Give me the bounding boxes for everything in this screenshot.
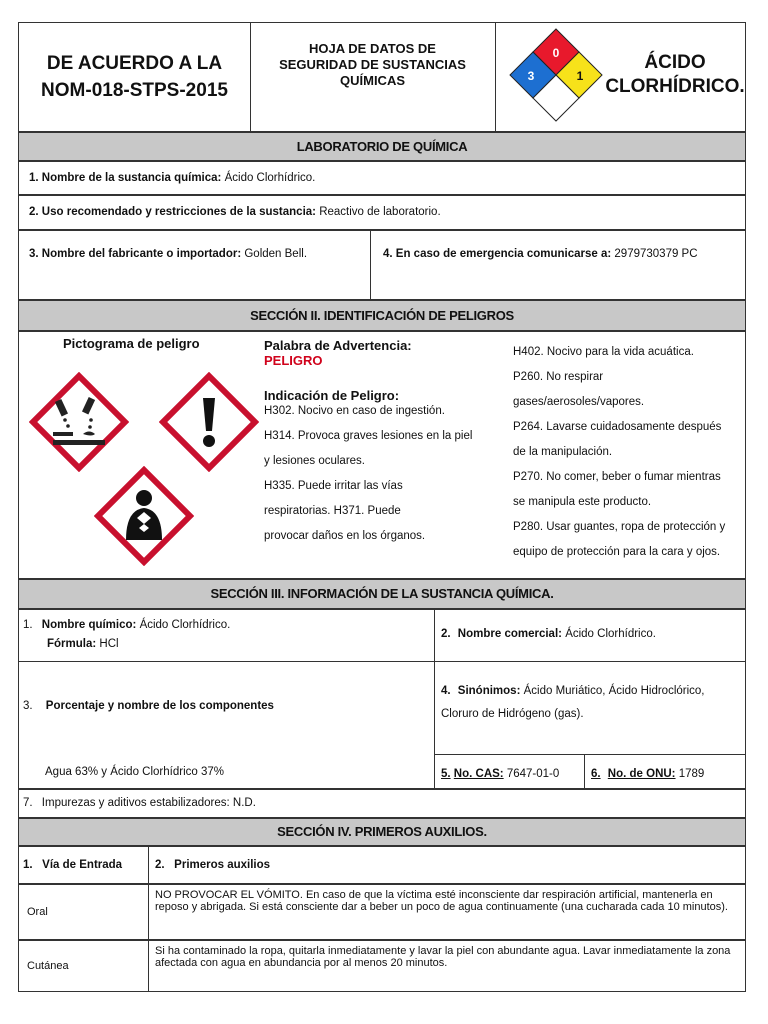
onu-value: 1789 (678, 768, 705, 780)
item2-num: 2. (29, 206, 39, 218)
impurities-num: 7. (23, 797, 33, 809)
precaution-line: se manipula este producto. (513, 496, 652, 508)
precaution-statements (513, 340, 747, 565)
precaution-line: H402. Nocivo para la vida acuática. (513, 346, 694, 358)
health-hazard-icon (94, 466, 194, 566)
nfpa-diamond-icon (507, 27, 605, 125)
components-cell (19, 662, 435, 788)
synonyms-cell (435, 662, 745, 755)
impurities-row (18, 789, 746, 818)
section-2-title: SECCIÓN II. IDENTIFICACIÓN DE PELIGROS (250, 308, 514, 323)
cas-label: No. CAS: (453, 768, 504, 780)
substance-name: ÁCIDO CLORHÍDRICO. (605, 52, 745, 97)
item4-num: 4. (383, 248, 393, 260)
header (18, 22, 746, 132)
onu-label: No. de ONU: (607, 768, 676, 780)
item2-label: Uso recomendado y restricciones de la sustancia: (41, 206, 316, 218)
first-aid-table-header (18, 846, 746, 884)
col-route-header: 1. Vía de Entrada (19, 847, 149, 883)
item4-label: En caso de emergencia comunicarse a: (395, 248, 612, 260)
nfpa-health: 3 (527, 69, 535, 83)
precaution-line: P280. Usar guantes, ropa de protección y (513, 521, 726, 533)
item3-label: Nombre del fabricante o importador: (41, 248, 242, 260)
trade-name-cell (435, 610, 745, 662)
substance-box (495, 23, 745, 131)
nfpa-reactivity: 1 (576, 69, 584, 83)
norm-text: DE ACUERDO A LA NOM-018-STPS-2015 (41, 53, 228, 101)
cas-num: 5. (441, 768, 451, 780)
components-value: Agua 63% y Ácido Clorhídrico 37% (45, 766, 224, 778)
first-aid-row (18, 940, 746, 992)
nfpa-flammability: 0 (552, 46, 560, 60)
section-4-header (18, 818, 746, 846)
trade-name-label: Nombre comercial: (457, 628, 562, 640)
route-cell: Cutánea (19, 941, 149, 991)
onu-num: 6. (591, 768, 601, 780)
first-aid-row (18, 884, 746, 940)
cas-value: 7647-01-0 (506, 768, 560, 780)
item4-value: 2979730379 PC (614, 248, 698, 260)
item2-value: Reactivo de laboratorio. (319, 206, 441, 218)
trade-name-value: Ácido Clorhídrico. (565, 628, 656, 640)
precaution-line: gases/aerosoles/vapores. (513, 396, 645, 408)
synonyms-num: 4. (441, 685, 451, 697)
emergency-cell (371, 231, 745, 299)
corrosion-icon (29, 372, 129, 472)
chem-name-num: 1. (23, 619, 33, 631)
hazard-line: provocar daños en los órganos. (264, 530, 426, 542)
formula-value: HCl (99, 638, 119, 650)
lab-section-title: LABORATORIO DE QUÍMICA (296, 139, 468, 154)
col-aid-header: 2. Primeros auxilios (155, 859, 271, 871)
chemical-info (18, 609, 746, 789)
item3-num: 3. (29, 248, 39, 260)
route-cell: Oral (19, 885, 149, 939)
cas-cell (435, 755, 585, 788)
section-2-header (18, 300, 746, 331)
pictogram-label: Pictograma de peligro (63, 336, 200, 351)
item1-value: Ácido Clorhídrico. (224, 172, 316, 184)
onu-cell (585, 755, 745, 788)
hazard-line: respiratorias. H371. Puede (264, 505, 401, 517)
precaution-line: P270. No comer, beber o fumar mientras (513, 471, 721, 483)
hazard-identification (18, 331, 746, 579)
substance-name-row (18, 161, 746, 195)
doc-title: HOJA DE DATOS DE SEGURIDAD DE SUSTANCIAS QUÍMICAS (279, 41, 466, 88)
chem-name-label: Nombre químico: (41, 619, 137, 631)
components-num: 3. (23, 700, 33, 712)
formula-label: Fórmula: (47, 638, 97, 650)
recommended-use-row (18, 195, 746, 230)
section-3-title: SECCIÓN III. INFORMACIÓN DE LA SUSTANCIA QUÍMICA. (210, 586, 554, 601)
manufacturer-cell (19, 231, 371, 299)
signal-label: Palabra de Advertencia: (264, 338, 412, 353)
hazard-line: H314. Provoca graves lesiones en la piel (264, 430, 473, 442)
norm-box (19, 23, 251, 131)
impurities-text: Impurezas y aditivos estabilizadores: N.D. (41, 797, 256, 809)
precaution-line: P260. No respirar (513, 371, 604, 383)
manufacturer-row (18, 230, 746, 300)
signal-block (264, 338, 504, 549)
hazard-line: H335. Puede irritar las vías (264, 480, 403, 492)
synonyms-value: Ácido Muriático, Ácido Hidroclórico, Cloruro de Hidrógeno (gas). (441, 685, 705, 720)
synonyms-label: Sinónimos: (457, 685, 521, 697)
precaution-line: de la manipulación. (513, 446, 613, 458)
precaution-line: P264. Lavarse cuidadosamente después (513, 421, 722, 433)
item1-num: 1. (29, 172, 39, 184)
item1-label: Nombre de la sustancia química: (41, 172, 222, 184)
exclamation-icon (159, 372, 259, 472)
hazard-line: y lesiones oculares. (264, 455, 365, 467)
chemical-name-cell (19, 610, 435, 662)
item3-value: Golden Bell. (244, 248, 308, 260)
doc-title-box (250, 23, 496, 131)
hazard-label: Indicación de Peligro: (264, 388, 400, 403)
trade-name-num: 2. (441, 628, 451, 640)
chem-name-value: Ácido Clorhídrico. (139, 619, 231, 631)
precaution-line: equipo de protección para la cara y ojos. (513, 546, 721, 558)
components-label: Porcentaje y nombre de los componentes (45, 700, 274, 712)
lab-section-header (18, 132, 746, 161)
aid-cell: Si ha contaminado la ropa, quitarla inmediatamente y lavar la piel con abundante agua. Lavar inmediatamente la zona afectada con agua en abundancia por al menos 20 minutos. (155, 945, 731, 969)
hazard-line: H302. Nocivo en caso de ingestión. (264, 405, 445, 417)
signal-word: PELIGRO (264, 353, 323, 368)
section-4-title: SECCIÓN IV. PRIMEROS AUXILIOS. (277, 824, 487, 839)
hazard-statements (264, 399, 504, 549)
aid-cell: NO PROVOCAR EL VÓMITO. En caso de que la víctima esté inconsciente dar respiración artificial, mantenerla en reposo y abrigada. Si está consciente dar a beber un poco de agua continuamente (una cucharada cada 10 minutos). (155, 889, 728, 913)
section-3-header (18, 579, 746, 609)
